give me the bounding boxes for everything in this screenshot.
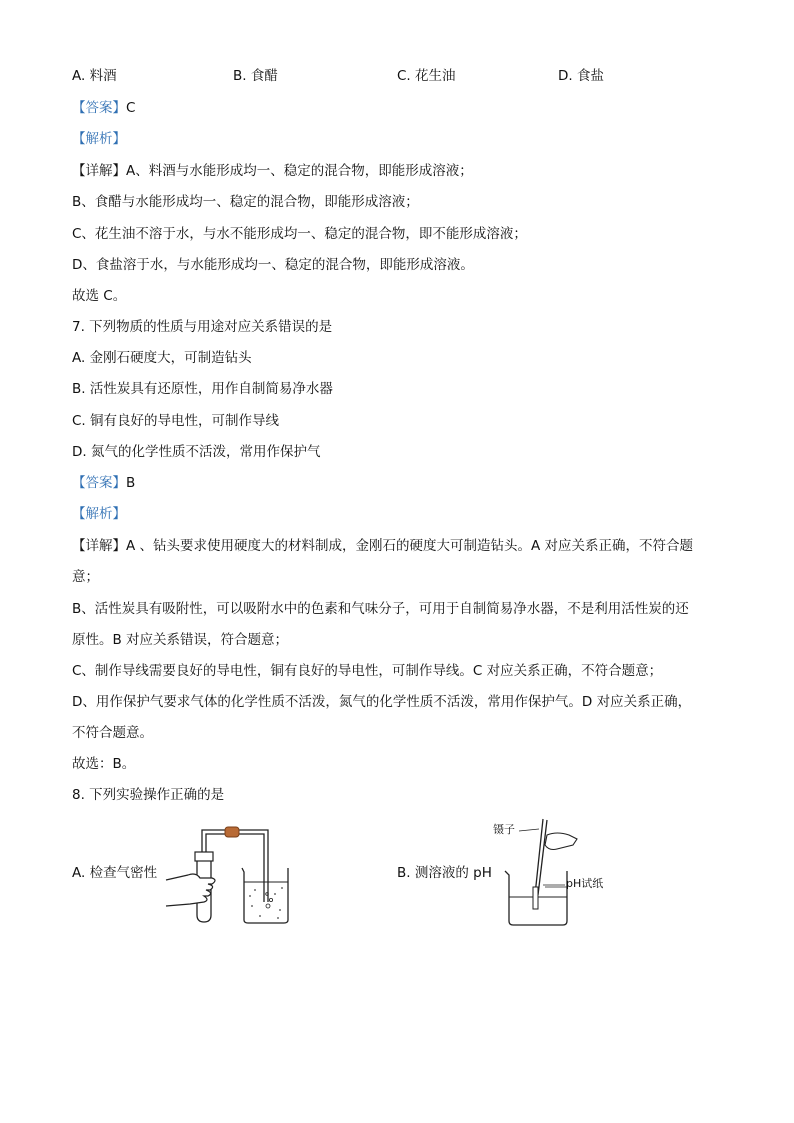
conclusion: 故选：B。 (72, 756, 136, 772)
option-a: A. 料酒 (72, 68, 117, 84)
detail-tag: 【详解】 (72, 163, 126, 179)
option-d: D. 氮气的化学性质不活泼，常用作保护气 (72, 444, 321, 460)
analysis-tag: 【解析】 (72, 131, 126, 147)
option-b: B. 活性炭具有还原性，用作自制简易净水器 (72, 381, 333, 397)
analysis-tag: 【解析】 (72, 506, 126, 522)
option-a: A. 检查气密性 (72, 865, 158, 881)
option-b: B. 测溶液的 pH (397, 865, 492, 881)
detail-line: D、食盐溶于水，与水能形成均一、稳定的混合物，即能形成溶液。 (72, 257, 474, 273)
detail-line: 不符合题意。 (72, 725, 153, 741)
detail-line: C、花生油不溶于水，与水不能形成均一、稳定的混合物，即不能形成溶液； (72, 226, 527, 242)
answer-tag: 【答案】 (72, 475, 126, 491)
option-c: C. 铜有良好的导电性，可制作导线 (72, 413, 280, 429)
question-stem: 8. 下列实验操作正确的是 (72, 787, 225, 803)
option-a: A. 金刚石硬度大，可制造钻头 (72, 350, 252, 366)
detail-line: 原性。B 对应关系错误，符合题意； (72, 632, 289, 648)
tweezers-label: 镊子 (493, 823, 515, 836)
ph-paper-label: pH试纸 (566, 877, 604, 890)
detail-line: C、制作导线需要良好的导电性，铜有良好的导电性，可制作导线。C 对应关系正确，不符合题意； (72, 663, 663, 679)
detail-line: B、活性炭具有吸附性，可以吸附水中的色素和气味分子，可用于自制简易净水器，不是利用活性炭的还 (72, 601, 689, 617)
detail-line: B、食醋与水能形成均一、稳定的混合物，即能形成溶液； (72, 194, 419, 210)
answer-line (72, 99, 135, 117)
option-c: C. 花生油 (397, 68, 456, 84)
answer-value: C (126, 100, 136, 116)
conclusion: 故选 C。 (72, 288, 127, 304)
question-stem: 7. 下列物质的性质与用途对应关系错误的是 (72, 319, 333, 335)
airtightness-check-figure (160, 820, 295, 925)
option-b: B. 食醋 (233, 68, 278, 84)
answer-line (72, 474, 135, 492)
detail-line (72, 537, 693, 555)
answer-tag: 【答案】 (72, 100, 126, 116)
answer-value: B (126, 475, 136, 491)
detail-line: D、用作保护气要求气体的化学性质不活泼，氮气的化学性质不活泼，常用作保护气。D 对应关系正确， (72, 694, 692, 710)
detail-text: A 、钻头要求使用硬度大的材料制成，金刚石的硬度大可制造钻头。A 对应关系正确，不符合题 (126, 538, 694, 554)
detail-line: 意； (72, 569, 99, 585)
option-d: D. 食盐 (558, 68, 604, 84)
detail-line (72, 162, 473, 180)
detail-text: A、料酒与水能形成均一、稳定的混合物，即能形成溶液； (126, 163, 473, 179)
detail-tag: 【详解】 (72, 538, 126, 554)
